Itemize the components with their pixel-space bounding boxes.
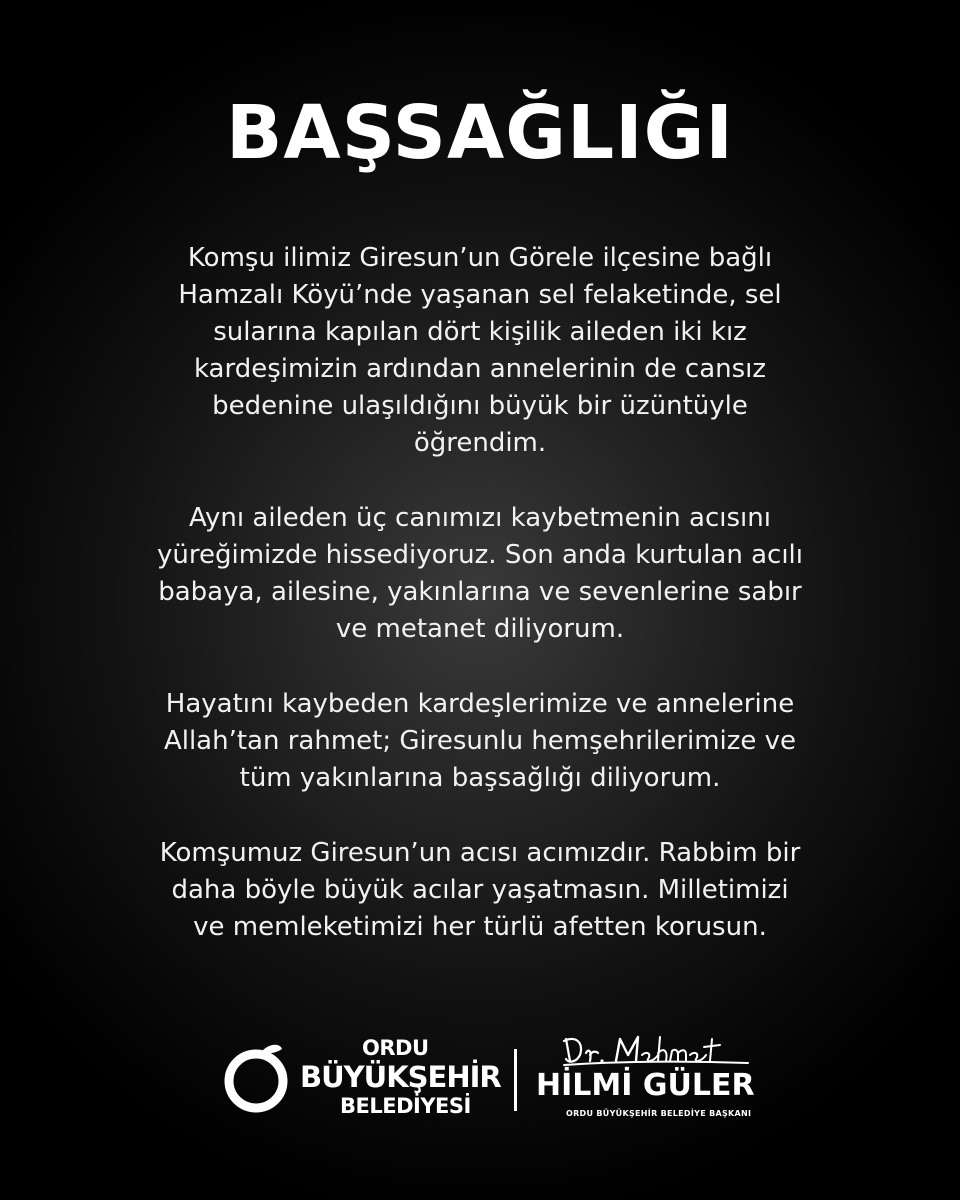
message-body [90,240,870,946]
text-line: Komşumuz Giresun’un acısı acımızdır. Rabbim bir [159,838,801,868]
mayor-name: HİLMİ GÜLER [536,1068,755,1103]
text-line: Aynı aileden üç canımızı kaybetmenin acısını [189,503,771,533]
text-line: ve metanet diliyorum. [335,614,625,644]
text-line: Allah’tan rahmet; Giresunlu hemşehrilerimize ve [163,726,797,756]
text-line: Komşu ilimiz Giresun’un Görele ilçesine bağlı [187,243,773,273]
text-line: babaya, ailesine, yakınlarına ve sevenlerine sabır [158,577,802,607]
ordu-logo-icon [218,1041,294,1117]
text-line: daha böyle büyük acılar yaşatmasın. Milletimizi [171,875,789,905]
paragraph [90,835,870,946]
logo-line-ordu: ORDU [362,1036,429,1060]
text-line: yüreğimizde hissediyoruz. Son anda kurtulan acılı [157,540,803,570]
logo-line-buyuksehir: BÜYÜKŞEHİR [300,1060,501,1094]
mayor-title: ORDU BÜYÜKŞEHİR BELEDİYE BAŞKANI [566,1109,752,1118]
text-line: öğrendim. [413,428,547,458]
text-line: kardeşimizin ardından annelerinin de cansız [193,354,767,384]
text-line: Hayatını kaybeden kardeşlerimize ve annelerine [165,689,795,719]
paragraph [90,686,870,797]
divider [514,1049,517,1111]
text-line: Hamzalı Köyü’nde yaşanan sel felaketinde, sel [178,280,782,310]
text-line: ve memleketimizi her türlü afetten korusun. [193,912,767,942]
text-line: bedenine ulaşıldığını büyük bir üzüntüyle [212,391,748,421]
text-line: tüm yakınlarına başsağlığı diliyorum. [239,763,721,793]
page-title: BAŞSAĞLIĞI [226,90,734,176]
text-line: sularına kapılan dört kişilik aileden iki kız [213,317,747,347]
paragraph [90,240,870,462]
footer [0,1035,960,1125]
logo-line-belediyesi: BELEDİYESİ [340,1094,471,1118]
paragraph [90,500,870,648]
